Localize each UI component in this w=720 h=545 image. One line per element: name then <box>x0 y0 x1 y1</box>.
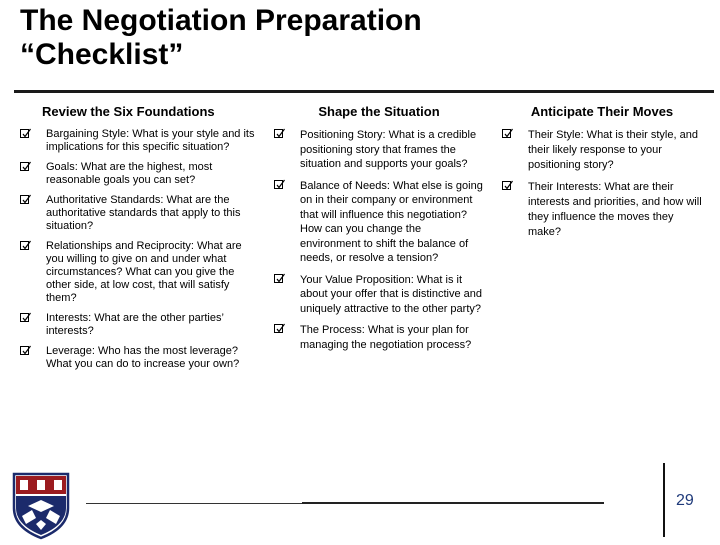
column-review-foundations <box>20 104 258 378</box>
column-anticipate-moves <box>502 104 702 247</box>
checkbox-checked-icon <box>20 241 29 250</box>
checklist-item: Relationships and Reciprocity: What are you willing to give on and under what circumstances? What can you give the other side, at low cost, that will satisfy them? <box>20 240 258 305</box>
checkbox-checked-icon <box>20 195 29 204</box>
checklist-item: Leverage: Who has the most leverage? What you can do to increase your own? <box>20 345 258 371</box>
checklist-item: Your Value Proposition: What is it about your offer that is distinctive and uniquely attractive to the other party? <box>274 273 484 317</box>
checklist-item: Bargaining Style: What is your style and its implications for this specific situation? <box>20 128 258 154</box>
checklist-item: Balance of Needs: What else is going on in their company or environment that will influence this negotiation? How can you change the environment to shift the balance of needs, or resolve a tension? <box>274 179 484 266</box>
footer-vertical-divider <box>663 463 665 537</box>
footer-divider-left <box>86 503 306 504</box>
column-heading: Anticipate Their Moves <box>530 104 674 119</box>
checkbox-checked-icon <box>20 346 29 355</box>
title-line-1: The Negotiation Preparation <box>20 4 422 37</box>
checklist-item: Their Interests: What are their interests and priorities, and how will they influence the moves they make? <box>502 180 702 240</box>
checkbox-checked-icon <box>20 129 29 138</box>
checkbox-checked-icon <box>274 129 283 138</box>
column-shape-situation <box>274 104 484 359</box>
slide-title <box>20 4 680 72</box>
checkbox-checked-icon <box>274 274 283 283</box>
checklist-item: Positioning Story: What is a credible positioning story that frames the situation and supports your goals? <box>274 128 484 172</box>
checkbox-checked-icon <box>502 181 511 190</box>
university-shield-icon <box>10 470 72 540</box>
title-divider <box>14 90 714 93</box>
title-line-2: “Checklist” <box>20 38 184 71</box>
footer-divider-right <box>302 502 604 504</box>
checkbox-checked-icon <box>20 162 29 171</box>
checkbox-checked-icon <box>274 180 283 189</box>
checkbox-checked-icon <box>502 129 511 138</box>
checklist-item: Interests: What are the other parties’ interests? <box>20 312 258 338</box>
checklist-item: Goals: What are the highest, most reasonable goals you can set? <box>20 161 258 187</box>
column-heading: Shape the Situation <box>318 104 440 119</box>
checklist-item: Their Style: What is their style, and their likely response to your positioning story? <box>502 128 702 173</box>
page-number: 29 <box>676 492 694 509</box>
checklist-item: Authoritative Standards: What are the authoritative standards that apply to this situation? <box>20 194 258 233</box>
checklist-item: The Process: What is your plan for managing the negotiation process? <box>274 323 484 352</box>
column-heading: Review the Six Foundations <box>42 104 215 119</box>
checkbox-checked-icon <box>274 324 283 333</box>
checkbox-checked-icon <box>20 313 29 322</box>
